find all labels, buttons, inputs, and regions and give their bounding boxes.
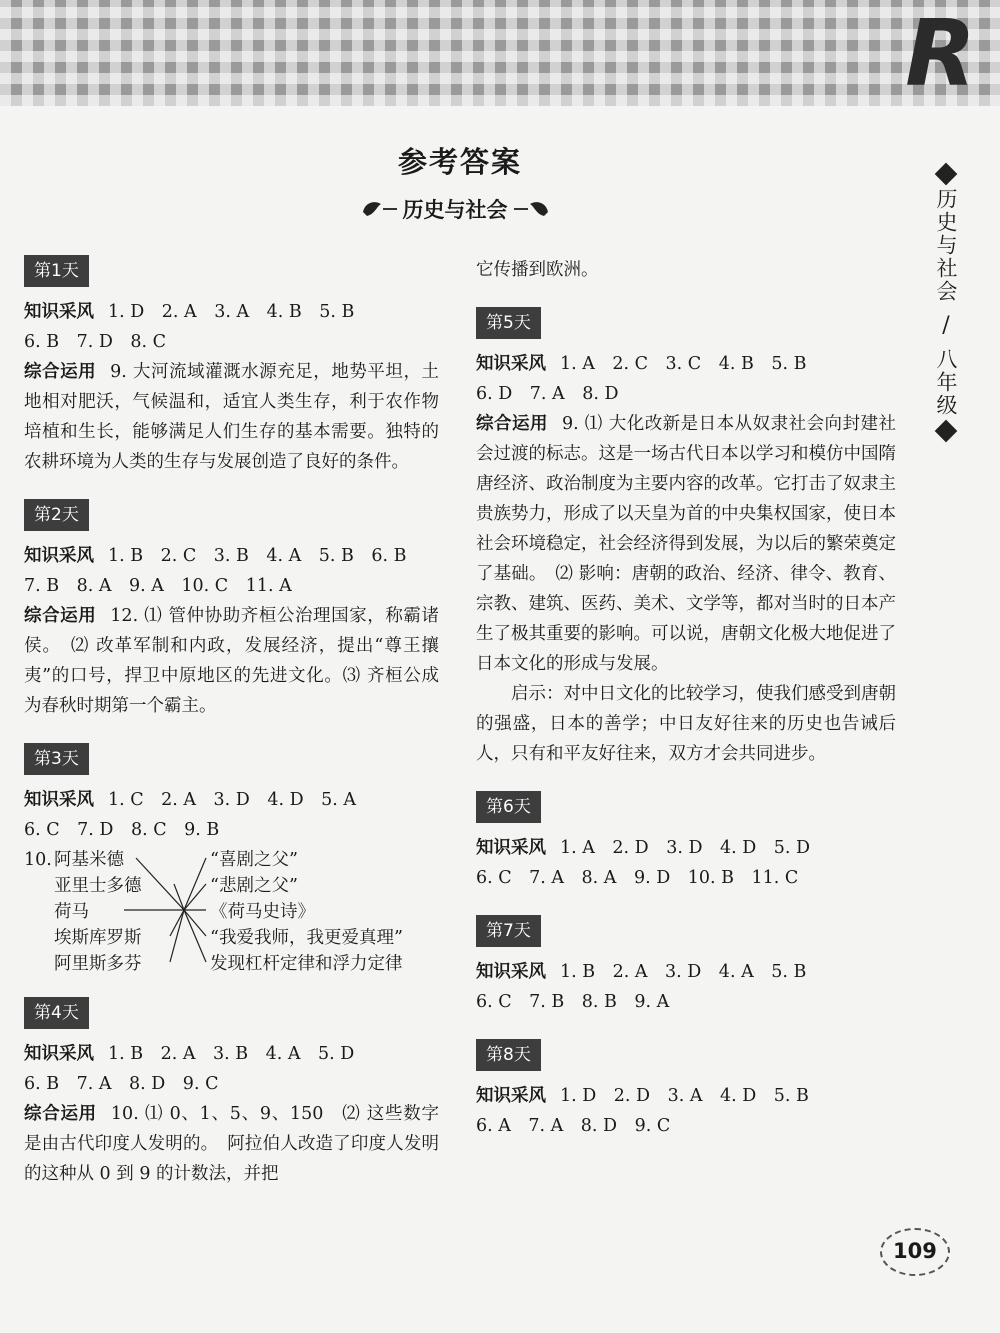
day-section <box>476 915 896 1017</box>
day-label: 第3天 <box>24 743 89 775</box>
match-left-item: 阿里斯多芬 <box>54 954 142 974</box>
day-label: 第5天 <box>476 307 541 339</box>
keyword: 知识采风 <box>24 790 94 810</box>
heading-rule-right <box>514 208 528 210</box>
leaf-right-icon <box>528 198 550 220</box>
answers: 1. C 2. A 3. D 4. D 5. A <box>108 790 357 810</box>
answers: 6. C 7. A 8. A 9. D 10. B 11. C <box>476 868 799 888</box>
keyword: 综合运用 <box>476 414 548 434</box>
side-tab-grade: 八年级 <box>934 348 958 417</box>
right-column <box>476 255 896 1163</box>
keyword: 综合运用 <box>24 1104 97 1124</box>
diamond-icon <box>935 163 958 186</box>
day-section <box>476 307 896 769</box>
answers: 6. D 7. A 8. D <box>476 384 619 404</box>
answers: 6. A 7. A 8. D 9. C <box>476 1116 671 1136</box>
keyword: 知识采风 <box>24 1044 94 1064</box>
continued-text: 它传播到欧洲。 <box>476 260 599 280</box>
subject-title: 历史与社会 <box>402 198 508 222</box>
answers: 1. B 2. C 3. B 4. A 5. B 6. B <box>108 546 407 566</box>
match-right-item: “喜剧之父” <box>210 850 298 870</box>
match-left-item: 阿基米德 <box>54 850 124 870</box>
side-tab-slash: / <box>942 313 950 338</box>
answer-text: 10. ⑴ 0、1、5、9、150 ⑵ 这些数字是由古代印度人发明的。 阿拉伯人改造了印度人发明的这种从 0 到 9 的计数法，并把 <box>24 1104 439 1184</box>
day-label: 第6天 <box>476 791 541 823</box>
match-right-item: 发现杠杆定律和浮力定律 <box>210 954 403 974</box>
header-banner <box>0 0 1000 106</box>
day-label: 第4天 <box>24 997 89 1029</box>
page-number: 109 <box>893 1239 937 1263</box>
keyword: 知识采风 <box>476 962 546 982</box>
side-tab <box>926 160 966 430</box>
keyword: 综合运用 <box>24 362 97 382</box>
answer-text: 9. 大河流域灌溉水源充足，地势平坦，土地相对肥沃，气候温和，适宜人类生存，利于农作物培植和生长，能够满足人们生存的基本需要。独特的农耕环境为人类的生存与发展创造了良好的条件。 <box>24 362 439 472</box>
keyword: 知识采风 <box>24 302 94 322</box>
match-left-item: 荷马 <box>54 902 89 922</box>
answers: 6. B 7. D 8. C <box>24 332 167 352</box>
match-right-item: “悲剧之父” <box>210 876 298 896</box>
answers: 1. D 2. A 3. A 4. B 5. B <box>108 302 355 322</box>
answers: 1. A 2. D 3. D 4. D 5. D <box>560 838 811 858</box>
day-section <box>24 997 439 1189</box>
leaf-left-icon <box>361 198 383 220</box>
day-label: 第2天 <box>24 499 89 531</box>
match-left-item: 埃斯库罗斯 <box>54 928 142 948</box>
side-tab-subject: 历史与社会 <box>934 188 958 303</box>
matching-question <box>24 845 439 975</box>
day-label: 第8天 <box>476 1039 541 1071</box>
day-section <box>476 791 896 893</box>
day-section <box>24 255 439 477</box>
answers: 6. B 7. A 8. D 9. C <box>24 1074 219 1094</box>
keyword: 综合运用 <box>24 606 97 626</box>
match-right-item: 《荷马史诗》 <box>210 902 315 922</box>
match-left-item: 亚里士多德 <box>54 876 142 896</box>
day-section <box>24 743 439 975</box>
answers: 6. C 7. B 8. B 9. A <box>476 992 670 1012</box>
left-column <box>24 255 439 1211</box>
answers: 6. C 7. D 8. C 9. B <box>24 820 220 840</box>
heading-rule-left <box>383 208 397 210</box>
day-label: 第7天 <box>476 915 541 947</box>
page-title: 参考答案 <box>397 145 522 179</box>
keyword: 知识采风 <box>476 838 546 858</box>
keyword: 知识采风 <box>24 546 94 566</box>
answers: 1. A 2. C 3. C 4. B 5. B <box>560 354 807 374</box>
answers: 1. B 2. A 3. D 4. A 5. B <box>560 962 807 982</box>
answers: 1. D 2. D 3. A 4. D 5. B <box>560 1086 809 1106</box>
keyword: 知识采风 <box>476 1086 546 1106</box>
day-section <box>476 1039 896 1141</box>
answer-text: 12. ⑴ 管仲协助齐桓公治理国家，称霸诸侯。 ⑵ 改革军制和内政，发展经济，提出“尊王攘夷”的口号，捍卫中原地区的先进文化。⑶ 齐桓公成为春秋时期第一个霸主。 <box>24 606 439 716</box>
keyword: 知识采风 <box>476 354 546 374</box>
answer-text: 9. ⑴ 大化改新是日本从奴隶社会向封建社会过渡的标志。这是一场古代日本以学习和模仿中国隋唐经济、政治制度为主要内容的改革。它打击了奴隶主贵族势力，形成了以天皇为首的中央集权国家，使日本社会环境稳定，社会经济得到发展，为以后的繁荣奠定了基础。 ⑵ 影响：唐朝的政治、经济、律令、教育、宗教、建筑、医药、美术、文学等，都对当时的日本产生了极其重要的影响。可以说，唐朝文化极大地促进了日本文化的形成与发展。 <box>476 414 897 674</box>
subject-heading <box>340 192 570 226</box>
match-right-item: “我爱我师，我更爱真理” <box>210 928 403 948</box>
diamond-icon <box>935 420 958 443</box>
answers: 1. B 2. A 3. B 4. A 5. D <box>108 1044 355 1064</box>
banner-letter: R <box>905 0 976 107</box>
answers: 7. B 8. A 9. A 10. C 11. A <box>24 576 292 596</box>
day-section <box>24 499 439 721</box>
day-label: 第1天 <box>24 255 89 287</box>
question-number: 10. <box>24 850 52 870</box>
answer-text: 启示：对中日文化的比较学习，使我们感受到唐朝的强盛，日本的善学；中日友好往来的历史也告诫后人，只有和平友好往来，双方才会共同进步。 <box>476 684 896 764</box>
